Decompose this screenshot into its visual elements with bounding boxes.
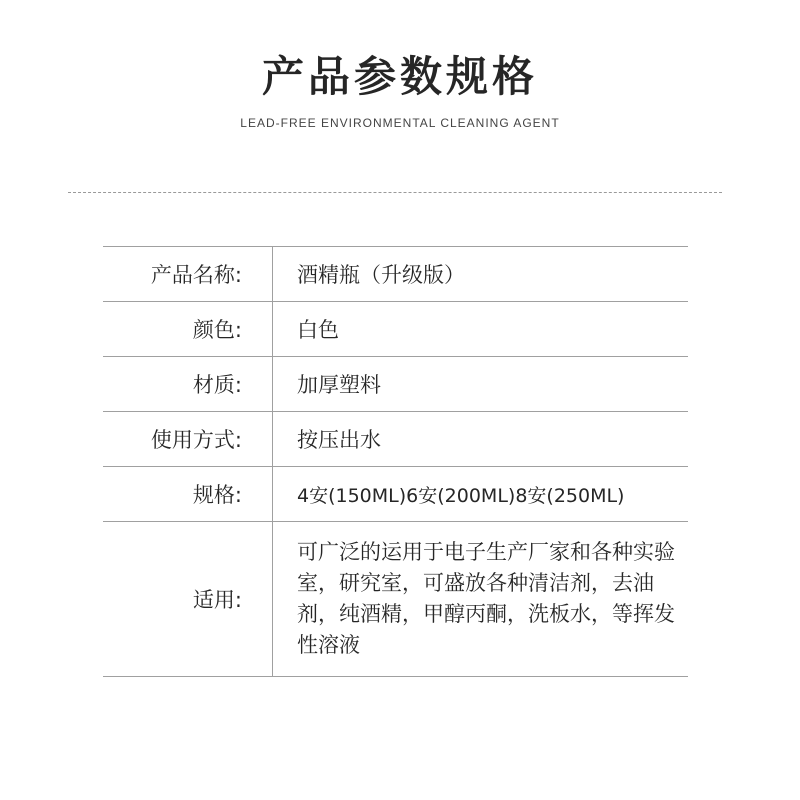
page-title: 产品参数规格 [261,52,538,101]
spec-label: 材质: [103,357,273,411]
spec-value: 酒精瓶（升级版） [297,263,465,287]
spec-table [103,246,688,677]
spec-value: 白色 [297,318,339,342]
spec-label: 产品名称: [103,247,273,301]
spec-value: 4安(150ML)6安(200ML)8安(250ML) [297,484,625,507]
spec-label: 使用方式: [103,412,273,466]
spec-row-product-name [103,247,688,302]
dashed-divider [68,192,722,193]
spec-label: 颜色: [103,302,273,356]
spec-value: 按压出水 [297,428,381,452]
page-subtitle: LEAD-FREE ENVIRONMENTAL CLEANING AGENT [240,116,560,130]
spec-row-size [103,467,688,522]
spec-row-usage-method [103,412,688,467]
spec-value: 可广泛的运用于电子生产厂家和各种实验室，研究室，可盛放各种清洁剂，去油剂，纯酒精，甲醇丙酮，洗板水，等挥发性溶液 [297,540,675,657]
spec-label: 适用: [103,522,273,676]
spec-row-material [103,357,688,412]
spec-label: 规格: [103,467,273,521]
spec-value: 加厚塑料 [297,373,381,397]
spec-row-applicable [103,522,688,677]
spec-row-color [103,302,688,357]
